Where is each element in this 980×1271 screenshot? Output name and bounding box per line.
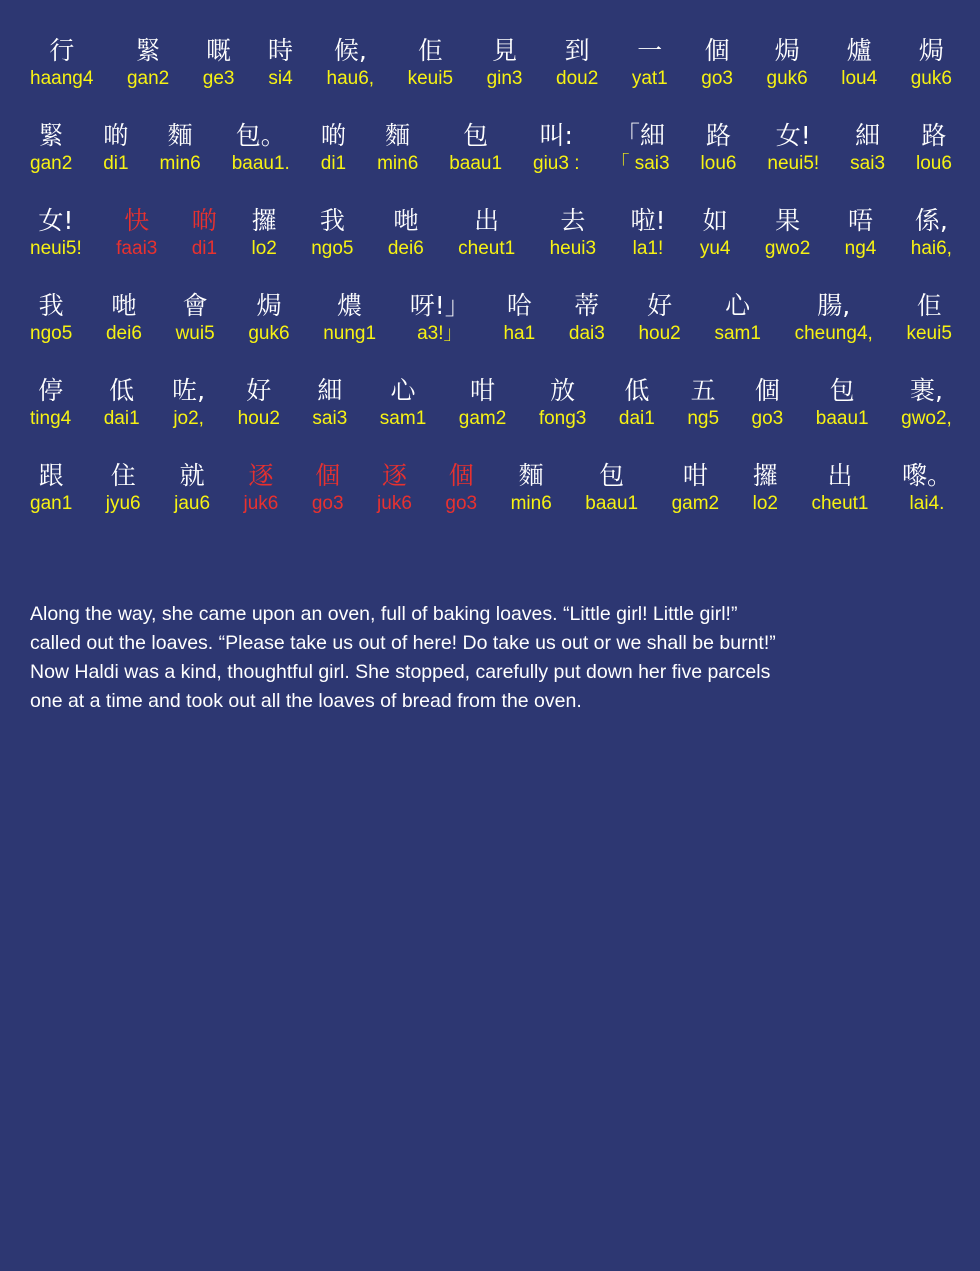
chinese-character: 裹, [910,376,943,405]
word [232,119,290,175]
chinese-character: 跟 [38,461,64,490]
chinese-character: 「細 [615,121,666,150]
jyutping-romanization: lo2 [251,238,277,259]
jyutping-romanization: sai3 [850,153,886,174]
word [160,119,201,175]
chinese-character: 女! [775,121,811,150]
chinese-character: 細 [855,121,881,150]
word [700,204,731,260]
chinese-character: 果 [775,206,801,235]
chinese-character: 就 [179,461,205,490]
jyutping-romanization: 「 sai3 [610,153,670,174]
chinese-character: 緊 [38,121,64,150]
chinese-character: 腸, [817,291,851,320]
chinese-character: 行 [49,36,75,65]
chinese-character: 啲 [103,121,129,150]
word [550,204,597,260]
word [106,289,142,345]
jyutping-romanization: di1 [191,238,218,259]
word [380,374,426,430]
word [174,459,210,515]
chinese-character: 個 [315,461,341,490]
chinese-character: 燶 [337,291,363,320]
jyutping-romanization: guk6 [248,323,290,344]
chinese-character: 好 [647,291,673,320]
word [911,204,952,260]
chinese-character: 停 [38,376,64,405]
jyutping-romanization: gan2 [126,68,170,89]
word [503,289,535,345]
word [687,374,719,430]
chinese-character: 如 [702,206,728,235]
translation-line: Along the way, she came upon an oven, full of baking loaves. “Little girl! Little girl!” [30,603,738,625]
jyutping-romanization: juk6 [243,493,279,514]
word [30,459,72,515]
word [377,119,418,175]
english-translation [30,600,960,716]
chinese-character: 攞 [752,461,778,490]
chinese-character: 出 [474,206,500,235]
word [327,34,375,90]
word [268,34,293,90]
jyutping-romanization: guk6 [910,68,952,89]
text-line [30,289,952,374]
chinese-character: 叫: [539,121,573,150]
jyutping-romanization: jo2, [173,408,204,429]
jyutping-romanization: a3!」 [417,323,463,344]
jyutping-romanization: di1 [103,153,129,174]
jyutping-romanization: ngo5 [30,323,73,344]
word [765,204,810,260]
chinese-character: 路 [706,121,732,150]
word [845,204,877,260]
chinese-character: 包 [829,376,855,405]
chinese-character: 候, [333,36,367,65]
jyutping-romanization: dai3 [568,323,605,344]
chinese-character: 見 [492,36,518,65]
word [701,34,733,90]
chinese-character: 麵 [518,461,544,490]
jyutping-romanization: gwo2, [901,408,952,429]
chinese-character: 焗 [774,36,800,65]
word [311,204,353,260]
jyutping-romanization: di1 [320,153,347,174]
jyutping-romanization: dai1 [103,408,140,429]
jyutping-romanization: baau1 [449,153,503,174]
highlighted-word [244,459,279,515]
chinese-character: 佢 [417,36,443,65]
chinese-character: 去 [560,206,586,235]
chinese-character: 我 [38,291,64,320]
jyutping-romanization: gam2 [671,493,720,514]
jyutping-romanization: hai6, [910,238,952,259]
jyutping-romanization: ngo5 [311,238,354,259]
word [458,204,515,260]
translation-line: one at a time and took out all the loaves of bread from the oven. [30,690,582,712]
jyutping-romanization: hou2 [237,408,280,429]
word [901,374,952,430]
word [410,289,470,345]
chinese-character: 時 [267,36,293,65]
chinese-character: 我 [319,206,345,235]
word [533,119,579,175]
chinese-character: 爐 [846,36,872,65]
chinese-character: 快 [124,206,150,235]
jyutping-romanization: sam1 [379,408,427,429]
jyutping-romanization: dei6 [387,238,424,259]
chinese-character: 低 [624,376,650,405]
jyutping-romanization: faai3 [116,238,158,259]
chinese-character: 緊 [135,36,161,65]
jyutping-romanization: lou6 [915,153,952,174]
jyutping-romanization: yu4 [699,238,731,259]
word [321,119,346,175]
word [850,119,885,175]
word [916,119,952,175]
text-line [30,459,952,544]
chinese-character: 五 [690,376,716,405]
jyutping-romanization: ge3 [202,68,235,89]
jyutping-romanization: ha1 [503,323,536,344]
jyutping-romanization: keui5 [906,323,952,344]
chinese-character: 好 [246,376,272,405]
jyutping-romanization: haang4 [30,68,94,89]
word [203,34,235,90]
jyutping-romanization: ting4 [30,408,72,429]
chinese-character: 焗 [256,291,282,320]
highlighted-word [312,459,344,515]
jyutping-romanization: baau1. [231,153,290,174]
word [388,204,424,260]
word [238,374,280,430]
chinese-character: 佢 [916,291,942,320]
chinese-character: 蒂 [574,291,600,320]
word [795,289,873,345]
word [176,289,215,345]
chinese-character: 出 [827,461,853,490]
chinese-character: 啦! [630,206,666,235]
word [632,34,668,90]
word [911,34,952,90]
chinese-character: 個 [448,461,474,490]
word [841,34,877,90]
word [638,289,680,345]
jyutping-romanization: dei6 [105,323,142,344]
jyutping-romanization: go3 [751,408,784,429]
jyutping-romanization: lou4 [841,68,878,89]
chinese-character: 包 [463,121,489,150]
word [906,289,951,345]
jyutping-romanization: dou2 [556,68,599,89]
chinese-character: 細 [317,376,343,405]
chinese-character: 唔 [848,206,874,235]
chinese-character: 逐 [248,461,274,490]
word [459,374,507,430]
jyutping-romanization: lo2 [752,493,778,514]
highlighted-word [116,204,157,260]
jyutping-romanization: gan2 [30,153,73,174]
chinese-character: 心 [390,376,416,405]
chinese-character: 係, [914,206,948,235]
jyutping-romanization: lai4. [909,493,945,514]
jyutping-romanization: jyu6 [105,493,141,514]
word [619,374,655,430]
jyutping-romanization: dai1 [618,408,655,429]
jyutping-romanization: hou2 [638,323,681,344]
text-line [30,34,952,119]
jyutping-romanization: wui5 [175,323,215,344]
jyutping-romanization: baau1 [815,408,869,429]
jyutping-romanization: lou6 [700,153,737,174]
chinese-character: 啲 [320,121,346,150]
chinese-character: 到 [564,36,590,65]
word [630,204,665,260]
chinese-character: 低 [109,376,135,405]
jyutping-romanization: ng5 [687,408,720,429]
word [127,34,169,90]
word [585,459,638,515]
word [714,289,760,345]
word [449,119,502,175]
word [30,374,71,430]
chinese-character: 會 [182,291,208,320]
jyutping-romanization: sam1 [714,323,761,344]
word [811,459,868,515]
jyutping-romanization: ng4 [844,238,877,259]
chinese-character: 住 [110,461,136,490]
word [312,374,347,430]
chinese-character: 攞 [251,206,277,235]
chinese-character: 哈 [506,291,532,320]
highlighted-word [445,459,477,515]
word [569,289,605,345]
chinese-character: 嘅 [206,36,232,65]
chinese-character: 咁 [470,376,496,405]
word [539,374,587,430]
word [103,119,128,175]
chinese-character: 包。 [235,121,286,150]
chinese-character: 個 [704,36,730,65]
chinese-character: 哋 [393,206,419,235]
chinese-character: 女! [38,206,74,235]
jyutping-romanization: giu3 : [533,153,580,174]
chinese-character: 咗, [172,376,206,405]
text-line [30,119,952,204]
word [323,289,376,345]
word [753,459,778,515]
text-line [30,374,952,459]
jyutping-romanization: neui5! [30,238,82,259]
jyutping-romanization: yat1 [631,68,668,89]
jyutping-romanization: juk6 [377,493,412,514]
word [752,374,784,430]
word [408,34,453,90]
chinese-character: 麵 [385,121,411,150]
jyutping-romanization: gan1 [30,493,73,514]
jyutping-romanization: nung1 [323,323,377,344]
chinese-character: 放 [550,376,576,405]
jyutping-romanization: cheut1 [811,493,869,514]
jyutping-romanization: min6 [377,153,419,174]
highlighted-word [377,459,412,515]
chinese-character: 咁 [682,461,708,490]
chinese-character: 個 [754,376,780,405]
chinese-character: 一 [637,36,663,65]
word [172,374,205,430]
jyutping-romanization: go3 [311,493,344,514]
chinese-character: 包 [599,461,625,490]
jyutping-romanization: neui5! [767,153,820,174]
word [106,459,141,515]
jyutping-romanization: sai3 [312,408,348,429]
word [610,119,669,175]
word [902,459,952,515]
chinese-character: 哋 [111,291,137,320]
cantonese-text-block [30,34,952,544]
word [30,34,93,90]
jyutping-romanization: cheut1 [458,238,516,259]
word [701,119,737,175]
jyutping-romanization: gam2 [458,408,507,429]
word [251,204,276,260]
jyutping-romanization: la1! [632,238,664,259]
jyutping-romanization: si4 [268,68,293,89]
word [30,119,72,175]
chinese-character: 啲 [191,206,217,235]
jyutping-romanization: baau1 [585,493,639,514]
jyutping-romanization: go3 [701,68,733,89]
word [104,374,140,430]
chinese-character: 焗 [918,36,944,65]
chinese-character: 呀!」 [409,291,470,320]
translation-line: Now Haldi was a kind, thoughtful girl. She stopped, carefully put down her five parcels [30,661,771,683]
chinese-character: 逐 [381,461,407,490]
jyutping-romanization: min6 [159,153,201,174]
jyutping-romanization: gin3 [486,68,523,89]
text-line [30,204,952,289]
chinese-character: 路 [921,121,947,150]
jyutping-romanization: fong3 [538,408,587,429]
word [767,34,808,90]
word [816,374,869,430]
word [672,459,720,515]
jyutping-romanization: cheung4, [794,323,873,344]
jyutping-romanization: hau6, [326,68,375,89]
chinese-character: 心 [725,291,751,320]
translation-line: called out the loaves. “Please take us out of here! Do take us out or we shall be burnt!” [30,632,776,654]
word [556,34,598,90]
jyutping-romanization: guk6 [766,68,808,89]
jyutping-romanization: keui5 [407,68,454,89]
chinese-character: 嚟。 [901,461,952,490]
jyutping-romanization: gwo2 [764,238,811,259]
word [487,34,523,90]
word [248,289,289,345]
word [767,119,819,175]
word [30,204,82,260]
word [511,459,552,515]
word [30,289,72,345]
jyutping-romanization: heui3 [549,238,597,259]
jyutping-romanization: min6 [510,493,552,514]
jyutping-romanization: go3 [445,493,478,514]
chinese-character: 麵 [167,121,193,150]
highlighted-word [192,204,217,260]
jyutping-romanization: jau6 [174,493,211,514]
